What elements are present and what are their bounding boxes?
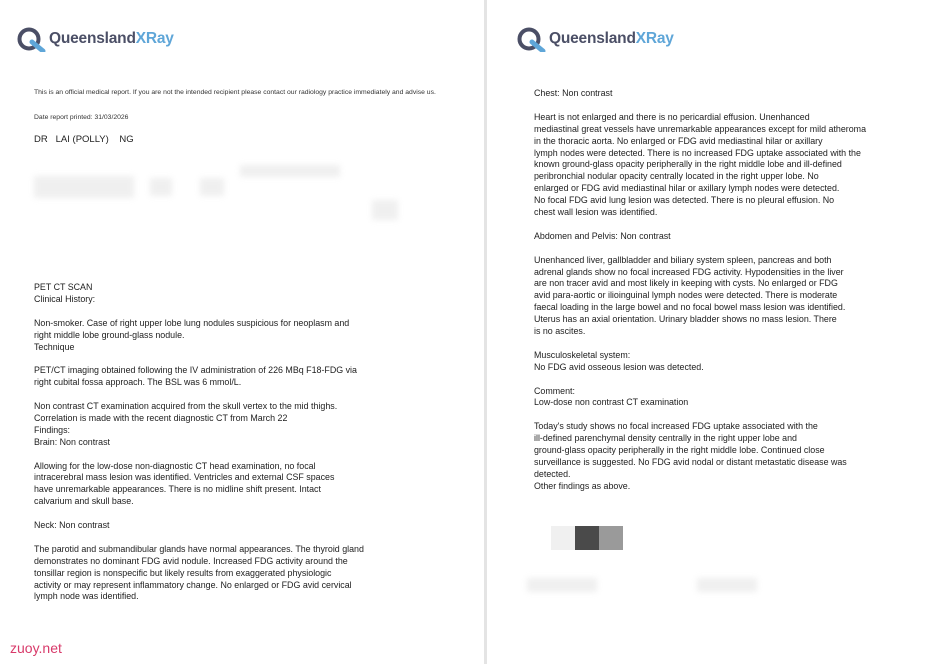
report-line: Non-smoker. Case of right upper lobe lung nodules suspicious for neoplasm and — [34, 317, 350, 328]
report-line: The parotid and submandibular glands have normal appearances. The thyroid gland — [34, 543, 364, 554]
report-line: right middle lobe ground-glass nodule. — [34, 329, 185, 340]
report-line: ill-defined parenchymal density centrally in the right upper lobe and — [534, 433, 797, 444]
report-line: Findings: — [34, 424, 71, 435]
line-spacer — [534, 219, 934, 231]
redacted-field — [697, 578, 757, 592]
report-line: Heart is not enlarged and there is no pericardial effusion. Unenhanced — [534, 111, 810, 122]
logo-wordmark-part2: XRay — [635, 30, 674, 47]
report-line: demonstrates no dominant FDG avid nodule. Increased FDG activity around the — [34, 555, 348, 566]
report-body-right — [534, 88, 934, 493]
report-line: lymph node was identified. — [34, 591, 139, 602]
report-line: Low-dose non contrast CT examination — [534, 397, 689, 408]
line-spacer — [34, 508, 474, 520]
logo-q-icon — [16, 26, 46, 52]
line-spacer — [534, 374, 934, 386]
report-line: faecal loading in the large bowel and no focal bowel mass lesion was identified. — [534, 302, 846, 313]
watermark: zuoy.net — [10, 640, 62, 656]
report-line: Comment: — [534, 385, 575, 396]
report-line: is no ascites. — [534, 326, 586, 337]
line-spacer — [534, 100, 934, 112]
redacted-patient-details — [34, 176, 134, 198]
report-line: adrenal glands show no focal increased FDG activity. Hypodensities in the liver — [534, 266, 844, 277]
report-line: Non contrast CT examination acquired from the skull vertex to the mid thighs. — [34, 401, 338, 412]
report-line: Chest: Non contrast — [534, 88, 613, 98]
report-line: Correlation is made with the recent diagnostic CT from March 22 — [34, 412, 288, 423]
logo-q-icon — [516, 26, 546, 52]
report-line: detected. — [534, 468, 571, 479]
redacted-field — [240, 165, 340, 177]
report-line: right cubital fossa approach. The BSL was 6 mmol/L. — [34, 377, 242, 388]
confidentiality-notice: This is an official medical report. If you are not the intended recipient please contact our radiology practice immediately and advise us. — [34, 89, 436, 96]
line-spacer — [534, 409, 934, 421]
report-line: ground-glass opacity peripherally in the right middle lobe. Continued close — [534, 445, 825, 456]
report-line: intracerebral mass lesion was identified. Ventricles and external CSF spaces — [34, 472, 335, 483]
report-line: surveillance is suggested. No FDG avid nodal or distant metastatic disease was — [534, 457, 847, 467]
report-line: Abdomen and Pelvis: Non contrast — [534, 230, 671, 241]
report-line: No focal FDG avid lung lesion was detected. There is no pleural effusion. No — [534, 195, 835, 206]
report-line: Brain: Non contrast — [34, 436, 110, 447]
report-line: tonsillar region is nonspecific but likely results from exaggerated physiologic — [34, 567, 332, 578]
report-line: Unenhanced liver, gallbladder and biliary system spleen, pancreas and both — [534, 254, 832, 265]
report-line: mediastinal great vessels have unremarkable appearances except for mild atheroma — [534, 123, 867, 134]
logo-wordmark-part1: Queensland — [549, 30, 636, 47]
date-printed: Date report printed: 31/03/2026 — [34, 114, 129, 121]
report-line: are non tracer avid and most likely in keeping with cysts. No enlarged or FDG — [534, 278, 838, 289]
report-line: Uterus has an axial orientation. Urinary bladder shows no mass lesion. There — [534, 314, 837, 325]
referring-doctor: DR LAI (POLLY) NG — [34, 134, 134, 145]
redacted-signature — [551, 526, 575, 550]
line-spacer — [34, 389, 474, 401]
logo-wordmark — [549, 30, 674, 48]
report-body-left — [34, 282, 474, 603]
report-line: Allowing for the low-dose non-diagnostic CT head examination, no focal — [34, 460, 316, 471]
line-spacer — [534, 338, 934, 350]
report-line: in the thoracic aorta. No enlarged or FDG avid mediastinal hilar or axillary — [534, 135, 823, 146]
logo-wordmark-part2: XRay — [135, 30, 174, 47]
report-line: lymph nodes were detected. There is no increased FDG uptake associated with the — [534, 147, 861, 158]
report-line: Neck: Non contrast — [34, 520, 110, 531]
report-line: peribronchial nodular opacity centrally located in the right upper lobe. No — [534, 171, 819, 182]
report-line: Musculoskeletal system: — [534, 349, 631, 360]
line-spacer — [34, 353, 474, 365]
queensland-xray-logo — [516, 26, 674, 52]
report-line: No FDG avid osseous lesion was detected. — [534, 361, 704, 372]
report-line: activity or may represent inflammatory change. No enlarged or FDG avid cervical — [34, 579, 352, 590]
logo-wordmark-part1: Queensland — [49, 30, 136, 47]
report-line: PET/CT imaging obtained following the IV administration of 226 MBq F18-FDG via — [34, 365, 357, 376]
redacted-field — [527, 578, 597, 592]
report-line: have unremarkable appearances. There is no midline shift present. Intact — [34, 484, 321, 495]
line-spacer — [34, 449, 474, 461]
report-line: known ground-glass opacity peripherally in the right middle lobe and ill-defined — [534, 159, 842, 170]
report-line: Technique — [34, 341, 75, 352]
logo-wordmark — [49, 30, 174, 48]
redacted-field — [150, 178, 172, 196]
line-spacer — [34, 306, 474, 318]
queensland-xray-logo — [16, 26, 174, 52]
redacted-signature — [599, 526, 623, 550]
line-spacer — [534, 243, 934, 255]
report-line: Clinical History: — [34, 293, 96, 304]
redacted-field — [372, 200, 398, 220]
report-page-2 — [487, 0, 937, 664]
line-spacer — [34, 532, 474, 544]
report-line: chest wall lesion was identified. — [534, 207, 658, 218]
redacted-signature — [575, 526, 599, 550]
redacted-field — [200, 178, 224, 196]
report-line: PET CT SCAN — [34, 282, 93, 292]
report-line: calvarium and skull base. — [34, 496, 134, 507]
report-line: Other findings as above. — [534, 480, 631, 491]
report-line: avid para-aortic or ilioinguinal lymph nodes were detected. There is moderate — [534, 290, 838, 301]
report-line: enlarged or FDG avid mediastinal hilar or axillary lymph nodes were detected. — [534, 183, 840, 194]
report-line: Today's study shows no focal increased FDG uptake associated with the — [534, 421, 818, 432]
